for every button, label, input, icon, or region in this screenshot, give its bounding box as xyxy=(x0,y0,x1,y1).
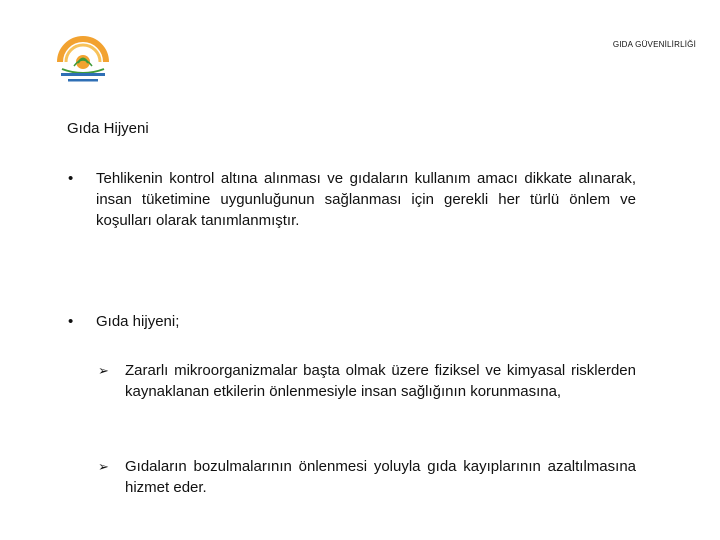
arrow-bullet-icon: ➢ xyxy=(98,459,109,474)
bullet-marker: • xyxy=(68,170,74,187)
sub-bullet-item xyxy=(98,456,636,498)
bullet-item xyxy=(68,311,636,332)
sub-bullet-item xyxy=(98,360,636,402)
sun-wheat-logo-icon xyxy=(52,28,114,90)
ministry-logo xyxy=(52,28,114,90)
bullet-text: Gıda hijyeni; xyxy=(96,313,180,330)
sub-bullet-text: Zararlı mikroorganizmalar başta olmak üzere fiziksel ve kimyasal risklerden kaynaklanan etkilerin önlenmesiyle insan sağlığının korunmasına, xyxy=(125,362,636,400)
arrow-bullet-icon: ➢ xyxy=(98,363,109,378)
bullet-marker: • xyxy=(68,313,74,330)
bullet-item xyxy=(68,168,636,231)
sub-bullet-text: Gıdaların bozulmalarının önlenmesi yoluyla gıda kayıplarının azaltılmasına hizmet eder. xyxy=(125,458,636,496)
slide-title: Gıda Hijyeni xyxy=(67,120,149,137)
header-label: GIDA GÜVENİLİRLİĞİ xyxy=(612,40,696,49)
bullet-text: Tehlikenin kontrol altına alınması ve gıdaların kullanım amacı dikkate alınarak, insan tüketimine uygunluğunun sağlanması için gerekli her türlü önlem ve koşulları olarak tanımlanmıştır. xyxy=(96,170,636,229)
